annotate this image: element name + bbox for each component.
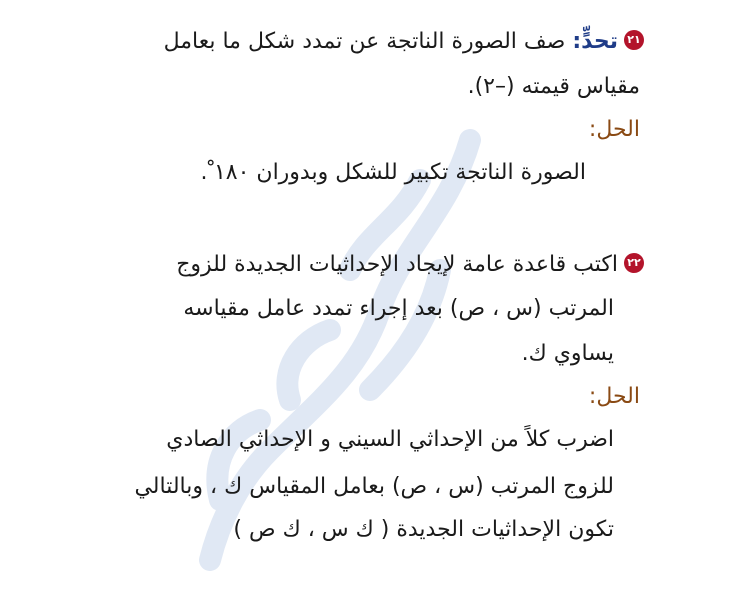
challenge-label: تحدٍّ: (572, 29, 618, 54)
q21-text-line2: مقياس قيمته (–٢). (467, 74, 640, 99)
question-number-badge: ٢٢ (624, 253, 644, 273)
q21-text-line1: صف الصورة الناتجة عن تمدد شكل ما بعامل (163, 29, 566, 54)
q22-solution-label: الحل: (588, 384, 640, 409)
q22-text-line1: اكتب قاعدة عامة لإيجاد الإحداثيات الجديدة للزوج (176, 252, 618, 277)
q22-answer-line3: تكون الإحداثيات الجديدة ( ك س ، ك ص ) (233, 517, 614, 542)
q21-statement-line1 (164, 27, 644, 57)
q21-solution-label: الحل: (588, 117, 640, 142)
question-number-badge: ٢١ (624, 30, 644, 50)
q22-answer-line2: للزوج المرتب (س ، ص) بعامل المقياس ك ، وبالتالي (134, 474, 614, 499)
q22-statement-line1 (176, 250, 644, 280)
q22-text-line2: المرتب (س ، ص) بعد إجراء تمدد عامل مقياسه (183, 296, 614, 321)
q21-answer: الصورة الناتجة تكبير للشكل وبدوران ١٨٠ ْ. (200, 160, 586, 185)
q22-answer-line1: اضرب كلاً من الإحداثي السيني و الإحداثي الصادي (166, 427, 614, 452)
watermark-logo (150, 120, 510, 580)
q22-text-line3: يساوي ك. (521, 341, 614, 366)
